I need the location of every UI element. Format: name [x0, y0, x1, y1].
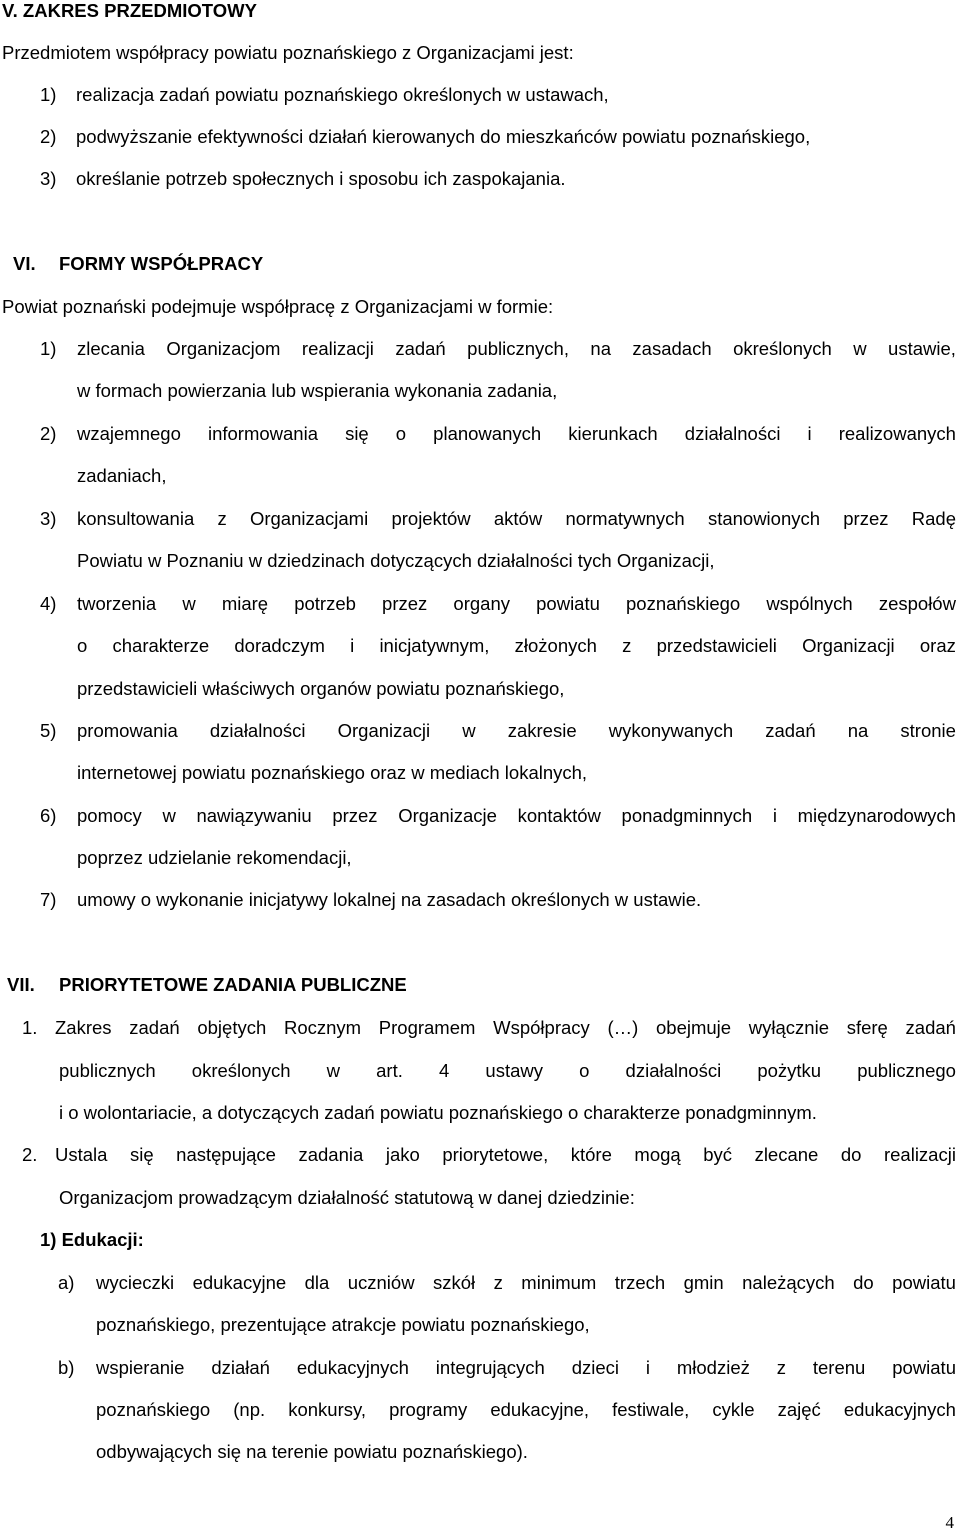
word: wykonywanych	[608, 720, 734, 741]
word: ponadgminnych	[621, 805, 753, 826]
list-item-text	[77, 805, 956, 827]
word: Organizacji	[802, 635, 895, 656]
word: charakterze	[112, 635, 210, 656]
word: Rocznym	[283, 1017, 362, 1038]
word: Programem	[378, 1017, 476, 1038]
word: inicjatywnym,	[379, 635, 490, 656]
word: przez	[382, 593, 428, 614]
word: realizacji	[301, 338, 374, 359]
word: realizowanych	[838, 423, 956, 444]
list-item-text: umowy o wykonanie inicjatywy lokalnej na zasadach określonych w ustawie.	[77, 889, 702, 910]
paragraph-text	[55, 1017, 956, 1039]
word: wycieczki	[96, 1272, 175, 1293]
list-item-number: 7)	[40, 889, 57, 910]
word: zadań	[905, 1017, 956, 1038]
word: organy	[453, 593, 510, 614]
list-item-number: 1)	[40, 338, 57, 359]
list-item-text-continuation: internetowej powiatu poznańskiego oraz w mediach lokalnych,	[77, 762, 588, 783]
word: wzajemnego	[77, 423, 181, 444]
word: stronie	[900, 720, 956, 741]
word: zadań	[395, 338, 446, 359]
sublist-item-text-continuation	[96, 1399, 956, 1421]
word: z	[217, 508, 227, 529]
word: realizacji	[883, 1144, 956, 1165]
word: publicznego	[857, 1060, 956, 1081]
word: priorytetowe,	[442, 1144, 549, 1165]
word: (np.	[233, 1399, 266, 1420]
section-vii-heading: PRIORYTETOWE ZADANIA PUBLICZNE	[59, 974, 407, 995]
section-vi-number: VI.	[13, 253, 36, 274]
paragraph-text-continuation	[59, 1060, 956, 1082]
subsection-heading-edukacji: 1) Edukacji:	[40, 1229, 144, 1250]
word: które	[570, 1144, 612, 1165]
word: działalności	[625, 1060, 722, 1081]
word: uczniów	[347, 1272, 415, 1293]
word: dzieci	[571, 1357, 619, 1378]
word: zakresie	[507, 720, 577, 741]
word: cykle	[712, 1399, 755, 1420]
word: planowanych	[433, 423, 542, 444]
word: Zakres	[55, 1017, 112, 1038]
word: publicznych,	[467, 338, 569, 359]
word: do	[840, 1144, 862, 1165]
list-item-text: podwyższanie efektywności działań kierowanych do mieszkańców powiatu poznańskiego,	[76, 126, 811, 147]
word: szkół	[433, 1272, 476, 1293]
word: zajęć	[777, 1399, 821, 1420]
list-item-text-continuation: poprzez udzielanie rekomendacji,	[77, 847, 352, 868]
word: przez	[332, 805, 378, 826]
word: zadań	[765, 720, 816, 741]
word: tworzenia	[77, 593, 157, 614]
word: o	[395, 423, 407, 444]
word: Organizacjom	[166, 338, 281, 359]
word: i	[645, 1357, 650, 1378]
word: być	[703, 1144, 733, 1165]
word: na	[590, 338, 611, 359]
list-item-number: 6)	[40, 805, 57, 826]
word: Ustala	[55, 1144, 108, 1165]
word: złożonych	[514, 635, 597, 656]
word: objętych	[197, 1017, 267, 1038]
list-item-text-continuation: w formach powierzania lub wspierania wykonania zadania,	[77, 380, 558, 401]
paragraph-text	[55, 1144, 956, 1166]
word: kontaktów	[517, 805, 601, 826]
word: powiatu	[536, 593, 600, 614]
word: ustawie,	[888, 338, 956, 359]
list-item-number: 4)	[40, 593, 57, 614]
list-item-text	[77, 423, 956, 445]
word: edukacyjnych	[843, 1399, 956, 1420]
word: jako	[385, 1144, 420, 1165]
word: publicznych	[59, 1060, 156, 1081]
list-item-text	[77, 593, 956, 615]
word: działalności	[209, 720, 306, 741]
word: informowania	[207, 423, 318, 444]
word: Organizacje	[398, 805, 497, 826]
word: Organizacji	[337, 720, 431, 741]
word: ustawy	[485, 1060, 543, 1081]
list-item-text	[77, 338, 956, 360]
word: art.	[376, 1060, 403, 1081]
word: poznańskiego	[96, 1399, 211, 1420]
word: 4	[439, 1060, 450, 1081]
list-item-number: 2)	[40, 126, 57, 147]
sublist-item-text	[96, 1357, 956, 1379]
word: aktów	[493, 508, 543, 529]
sublist-item-letter: b)	[58, 1357, 75, 1378]
word: i	[807, 423, 812, 444]
word: określonych	[191, 1060, 291, 1081]
list-item-text	[77, 720, 956, 742]
list-item-number: 5)	[40, 720, 57, 741]
word: i	[772, 805, 777, 826]
word: zlecania	[77, 338, 145, 359]
word: z	[776, 1357, 786, 1378]
word: potrzeb	[294, 593, 356, 614]
word: młodzież	[676, 1357, 750, 1378]
word: mogą	[634, 1144, 681, 1165]
word: z	[622, 635, 632, 656]
word: pomocy	[77, 805, 142, 826]
word: pożytku	[757, 1060, 822, 1081]
paragraph-number: 2.	[22, 1144, 38, 1165]
list-item-text: realizacja zadań powiatu poznańskiego określonych w ustawach,	[76, 84, 609, 105]
sublist-item-letter: a)	[58, 1272, 75, 1293]
word: (…)	[607, 1017, 639, 1038]
word: integrujących	[435, 1357, 545, 1378]
section-v-heading: V. ZAKRES PRZEDMIOTOWY	[2, 0, 257, 21]
word: doradczym	[234, 635, 325, 656]
word: w	[326, 1060, 341, 1081]
word: sferę	[846, 1017, 888, 1038]
word: się	[129, 1144, 154, 1165]
word: wspieranie	[96, 1357, 185, 1378]
word: edukacyjne	[192, 1272, 287, 1293]
word: w	[462, 720, 476, 741]
word: o	[579, 1060, 590, 1081]
section-vi-intro: Powiat poznański podejmuje współpracę z Organizacjami w formie:	[2, 296, 554, 317]
list-item-text: określanie potrzeb społecznych i sposobu ich zaspokajania.	[76, 168, 566, 189]
list-item-text-continuation: zadaniach,	[77, 465, 167, 486]
word: minimum	[521, 1272, 597, 1293]
section-vi-heading: FORMY WSPÓŁPRACY	[59, 253, 264, 274]
word: trzech	[614, 1272, 666, 1293]
word: następujące	[176, 1144, 276, 1165]
word: nawiązywaniu	[196, 805, 312, 826]
word: gmin	[683, 1272, 724, 1293]
word: w	[853, 338, 867, 359]
paragraph-text-continuation: Organizacjom prowadzącym działalność statutową w danej dziedzinie:	[59, 1187, 635, 1208]
sublist-item-text	[96, 1272, 956, 1294]
paragraph-number: 1.	[22, 1017, 38, 1038]
list-item-text	[77, 508, 956, 530]
paragraph-text-continuation: i o wolontariacie, a dotyczących zadań powiatu poznańskiego o charakterze ponadgminnym.	[59, 1102, 817, 1123]
word: należących	[742, 1272, 835, 1293]
word: zasadach	[632, 338, 712, 359]
word: w	[182, 593, 196, 614]
word: terenu	[812, 1357, 866, 1378]
word: konsultowania	[77, 508, 195, 529]
word: międzynarodowych	[797, 805, 956, 826]
word: kierunkach	[568, 423, 658, 444]
word: zadania	[298, 1144, 364, 1165]
word: na	[847, 720, 869, 741]
word: do	[853, 1272, 874, 1293]
word: konkursy,	[288, 1399, 367, 1420]
word: zespołów	[878, 593, 956, 614]
word: działań	[211, 1357, 270, 1378]
word: promowania	[77, 720, 178, 741]
list-item-text-continuation: Powiatu w Poznaniu w dziedzinach dotyczących działalności tych Organizacji,	[77, 550, 715, 571]
sublist-item-text-continuation: odbywających się na terenie powiatu poznańskiego).	[96, 1441, 528, 1462]
word: i	[350, 635, 355, 656]
word: przez	[843, 508, 889, 529]
section-v-intro: Przedmiotem współpracy powiatu poznańskiego z Organizacjami jest:	[2, 42, 574, 63]
list-item-number: 1)	[40, 84, 57, 105]
list-item-text-continuation	[77, 635, 956, 657]
word: działalności	[684, 423, 781, 444]
list-item-text-continuation: przedstawicieli właściwych organów powiatu poznańskiego,	[77, 678, 565, 699]
word: o	[77, 635, 88, 656]
word: edukacyjnych	[296, 1357, 409, 1378]
word: programy	[389, 1399, 468, 1420]
word: Organizacjami	[249, 508, 369, 529]
word: miarę	[221, 593, 269, 614]
word: przedstawicieli	[656, 635, 777, 656]
list-item-number: 2)	[40, 423, 57, 444]
page-number: 4	[945, 1513, 954, 1532]
word: poznańskiego	[626, 593, 741, 614]
sublist-item-text-continuation: poznańskiego, prezentujące atrakcje powiatu poznańskiego,	[96, 1314, 590, 1335]
word: dla	[304, 1272, 330, 1293]
word: festiwale,	[612, 1399, 690, 1420]
word: stanowionych	[707, 508, 821, 529]
word: zlecane	[754, 1144, 819, 1165]
list-item-number: 3)	[40, 508, 57, 529]
word: powiatu	[892, 1272, 956, 1293]
word: oraz	[919, 635, 956, 656]
word: określonych	[733, 338, 832, 359]
section-vii-number: VII.	[7, 974, 35, 995]
word: obejmuje	[656, 1017, 732, 1038]
word: zadań	[129, 1017, 180, 1038]
word: edukacyjne,	[490, 1399, 590, 1420]
word: Radę	[911, 508, 956, 529]
word: wspólnych	[766, 593, 853, 614]
word: wyłącznie	[748, 1017, 829, 1038]
word: Współpracy	[493, 1017, 590, 1038]
word: projektów	[391, 508, 471, 529]
word: z	[493, 1272, 503, 1293]
list-item-number: 3)	[40, 168, 57, 189]
word: normatywnych	[565, 508, 685, 529]
word: się	[345, 423, 369, 444]
word: w	[162, 805, 176, 826]
word: powiatu	[892, 1357, 956, 1378]
